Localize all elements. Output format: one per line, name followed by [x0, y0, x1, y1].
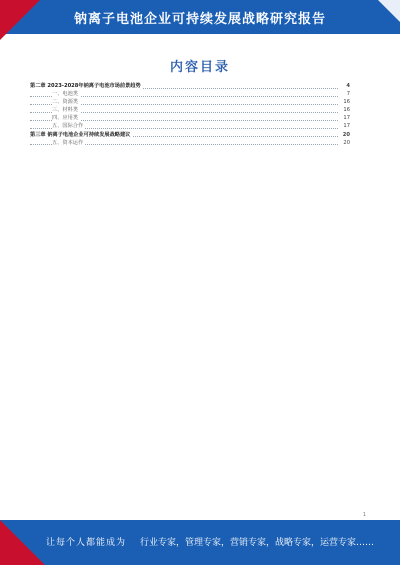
footer-banner: [0, 520, 400, 565]
toc-entry[interactable]: [30, 131, 350, 139]
toc-list: [30, 82, 350, 147]
toc-entry-label: 五、资本运作: [52, 139, 84, 146]
toc-entry-label: 五、国际合作: [52, 123, 84, 130]
toc-entry[interactable]: [30, 122, 350, 130]
toc-entry[interactable]: [30, 139, 350, 147]
toc-entry[interactable]: [30, 106, 350, 114]
page-number: 1: [362, 512, 366, 518]
report-title: 钠离子电池企业可持续发展战略研究报告: [73, 12, 326, 27]
toc-entry-page: 17: [340, 122, 350, 130]
footer-slogan-left: 让每个人都能成为: [46, 538, 127, 548]
toc-entry-label: 二、资源类: [52, 99, 78, 106]
footer-slogan-right: 行业专家，管理专家，营销专家，战略专家，运营专家……: [140, 538, 375, 548]
toc-entry-page: 17: [340, 114, 350, 122]
toc-entry-label: 四、应用类: [52, 115, 78, 122]
footer-red-triangle: [0, 520, 45, 565]
toc-title: 内容目录: [169, 60, 230, 75]
toc-entry-label: 第二章 2023-2028年钠离子电池市场前景趋势: [30, 83, 141, 89]
toc-entry-page: 20: [340, 139, 350, 147]
toc-entry-page: 16: [340, 106, 350, 114]
toc-entry-label: 第三章 钠离子电池企业可持续发展战略建议: [30, 131, 131, 138]
toc-entry[interactable]: [30, 114, 350, 122]
toc-entry-label: 三、材料类: [52, 107, 78, 114]
header-banner: [0, 0, 400, 34]
toc-entry-page: 4: [340, 82, 350, 90]
toc-entry[interactable]: [30, 90, 350, 98]
toc-entry-label: 一、电池类: [52, 91, 78, 98]
toc-entry-page: 16: [340, 98, 350, 106]
toc-entry-page: 20: [340, 131, 350, 139]
toc-entry-page: 7: [340, 90, 350, 98]
toc-entry[interactable]: [30, 98, 350, 106]
toc-entry[interactable]: [30, 82, 350, 90]
